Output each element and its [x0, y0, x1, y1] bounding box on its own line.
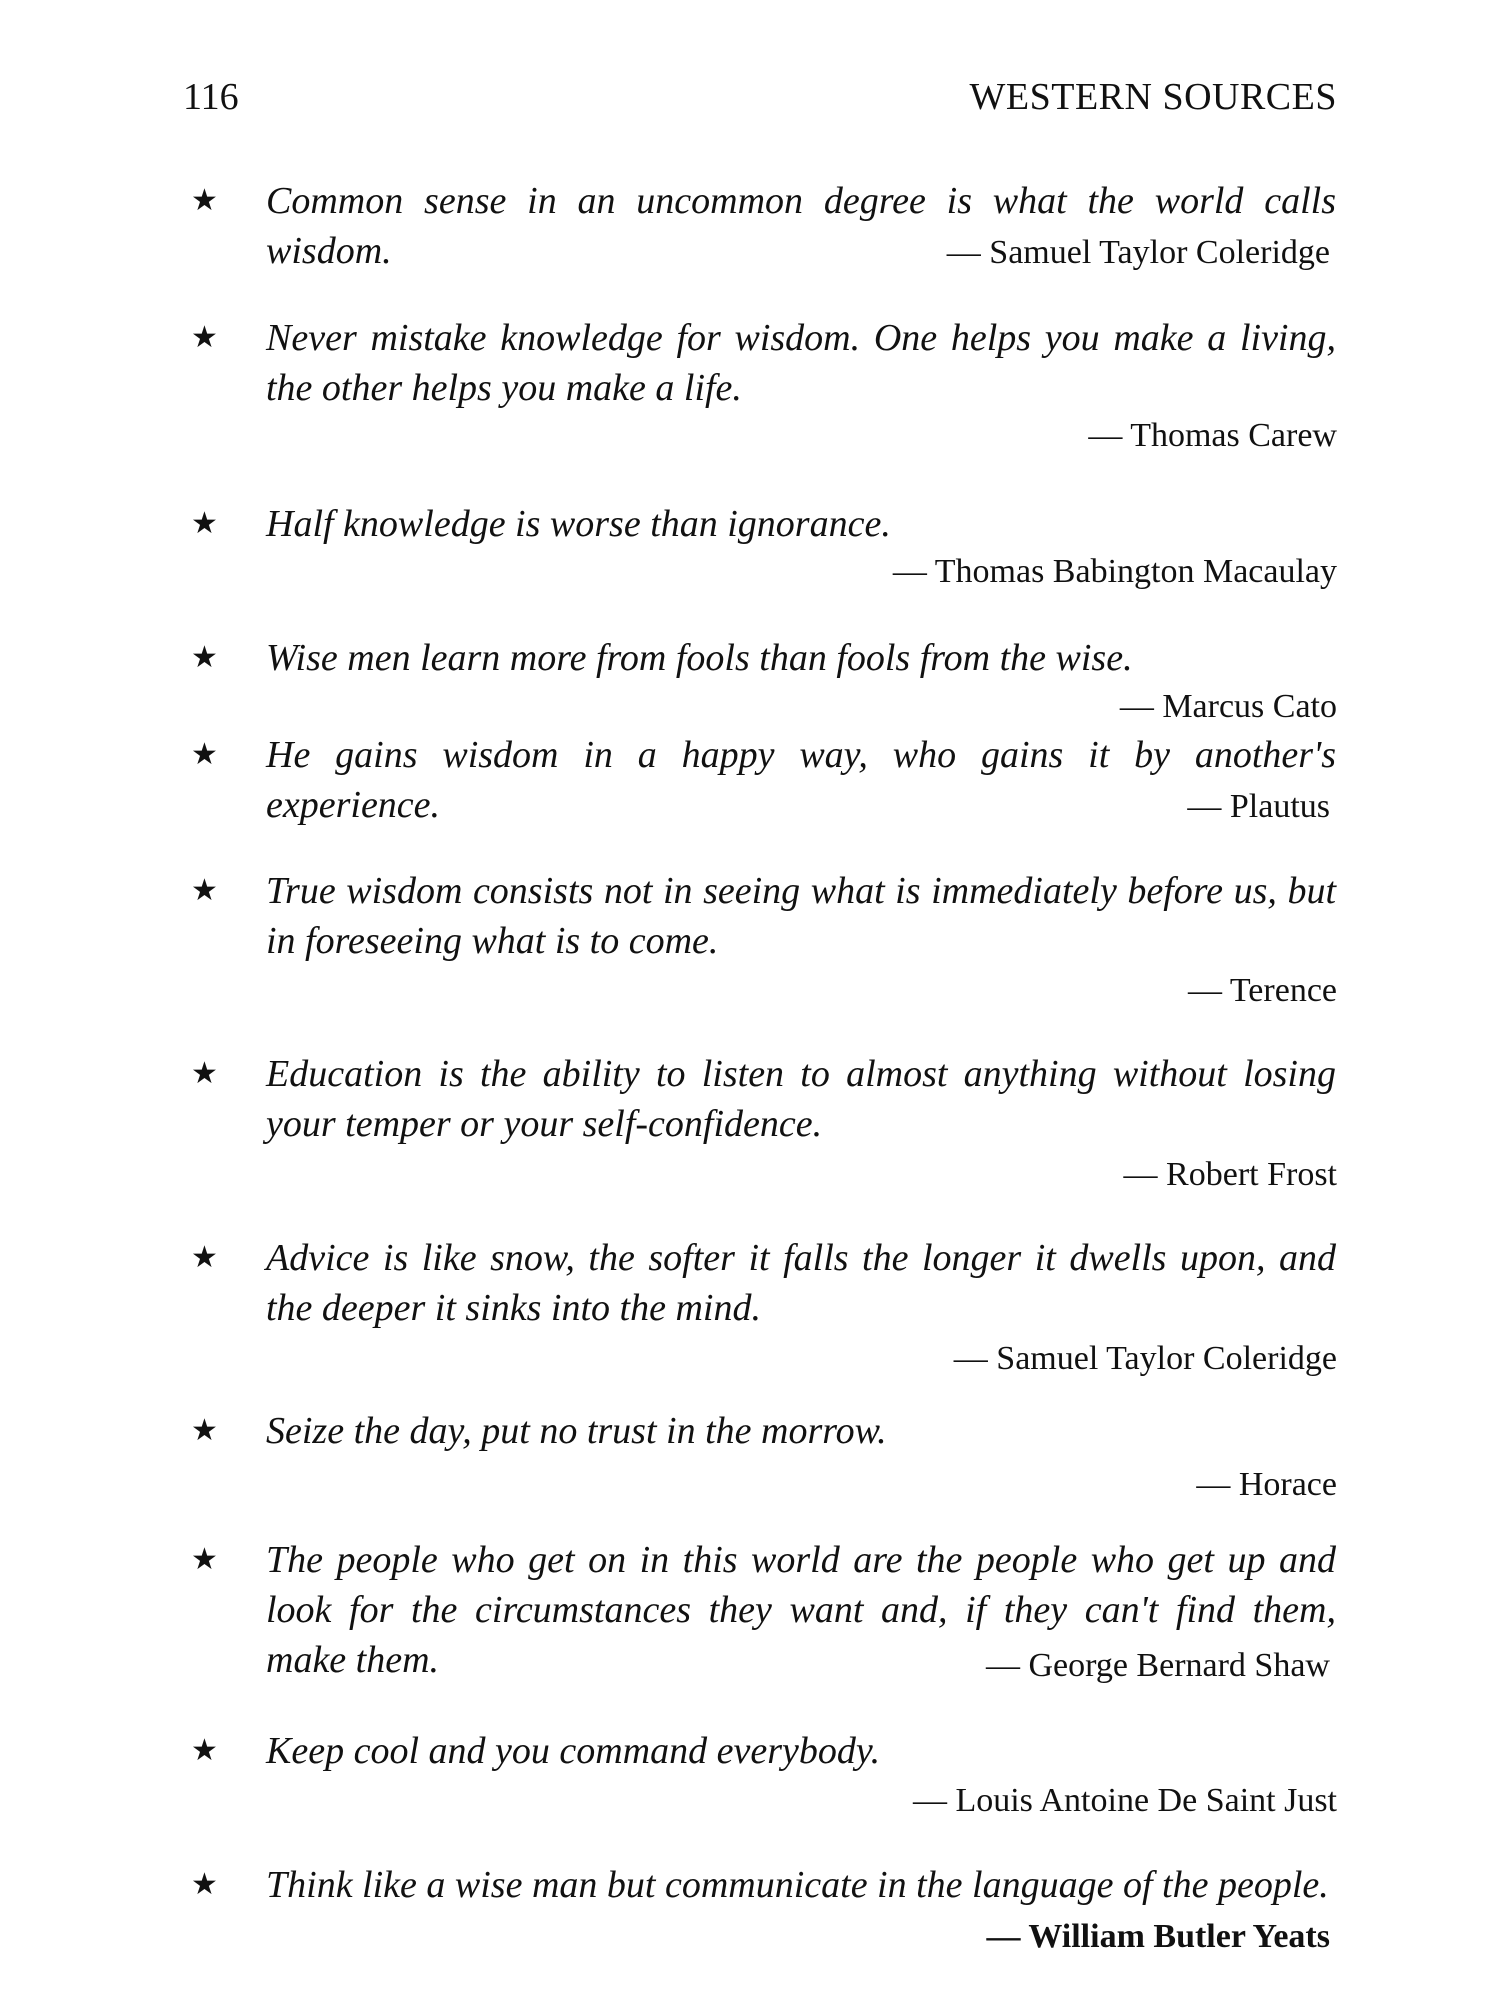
quote-author: — Thomas Carew — [1088, 417, 1337, 454]
star-bullet-icon: ★ — [191, 1734, 218, 1767]
quote-author: — Samuel Taylor Coleridge — [953, 1340, 1337, 1377]
quote-text: Wise men learn more from fools than fools from the wise. — [266, 637, 1133, 679]
quote-author: — Horace — [1196, 1466, 1337, 1503]
quote-text: He gains wisdom in a happy way, who gains it by another's experience. — [266, 734, 1336, 826]
quote-author: — George Bernard Shaw — [985, 1647, 1330, 1684]
quote-text: Common sense in an uncommon degree is what the world calls wisdom. — [266, 180, 1336, 272]
quote-text: Think like a wise man but communicate in the language of the people. — [266, 1864, 1329, 1906]
quote-author: — Plautus — [1187, 788, 1330, 825]
star-bullet-icon: ★ — [191, 874, 218, 907]
star-bullet-icon: ★ — [191, 738, 218, 771]
star-bullet-icon: ★ — [191, 1414, 218, 1447]
star-bullet-icon: ★ — [191, 321, 218, 354]
page-number: 116 — [183, 76, 239, 118]
quote-author: — Marcus Cato — [1119, 688, 1337, 725]
quote-text: True wisdom consists not in seeing what is immediately before us, but in foreseeing what is to come. — [266, 870, 1336, 962]
quote-text: Education is the ability to listen to almost anything without losing your temper or your self-confidence. — [266, 1053, 1336, 1145]
quote-author: — William Butler Yeats — [986, 1918, 1330, 1955]
quote-text: Advice is like snow, the softer it falls the longer it dwells upon, and the deeper it sinks into the mind. — [266, 1237, 1336, 1329]
star-bullet-icon: ★ — [191, 184, 218, 217]
star-bullet-icon: ★ — [191, 1241, 218, 1274]
quote-text: Keep cool and you command everybody. — [266, 1730, 881, 1772]
quote-text: Half knowledge is worse than ignorance. — [266, 503, 891, 545]
running-head: WESTERN SOURCES — [969, 76, 1337, 118]
quote-text: The people who get on in this world are the people who get up and look for the circumstances they want and, if they can't find them, make them. — [266, 1539, 1336, 1681]
star-bullet-icon: ★ — [191, 1057, 218, 1090]
quote-text: Never mistake knowledge for wisdom. One helps you make a living, the other helps you make a life. — [266, 317, 1336, 409]
quote-author: — Louis Antoine De Saint Just — [912, 1782, 1337, 1819]
star-bullet-icon: ★ — [191, 641, 218, 674]
quote-text: Seize the day, put no trust in the morrow. — [266, 1410, 887, 1452]
quote-author: — Thomas Babington Macaulay — [892, 553, 1337, 590]
quote-author: — Terence — [1188, 972, 1337, 1009]
quote-author: — Samuel Taylor Coleridge — [946, 234, 1330, 271]
star-bullet-icon: ★ — [191, 1543, 218, 1576]
star-bullet-icon: ★ — [191, 507, 218, 540]
quote-author: — Robert Frost — [1123, 1156, 1337, 1193]
star-bullet-icon: ★ — [191, 1868, 218, 1901]
